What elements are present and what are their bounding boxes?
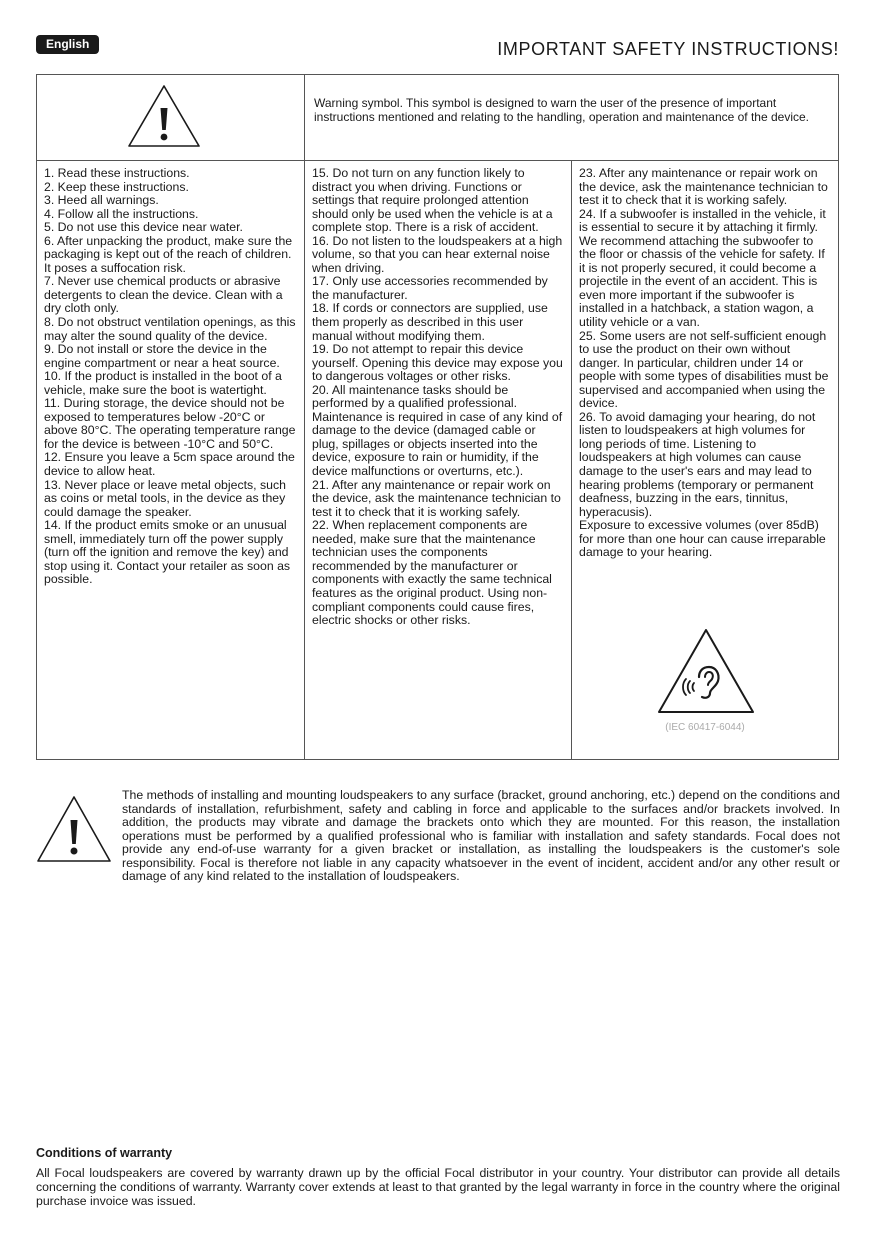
page-title: IMPORTANT SAFETY INSTRUCTIONS! — [497, 39, 839, 59]
warning-triangle-icon — [127, 84, 201, 148]
instruction-item: 4. Follow all the instructions. — [44, 206, 199, 221]
instruction-item: 22. When replacement components are needed, make sure that the maintenance technician uses the components recommended by the manufacturer or components with exactly the same technical features as the original product. Using non-compliant components could cause fires, electric shocks or other risks. — [312, 518, 552, 628]
instruction-item: 15. Do not turn on any function likely to distract you when driving. Functions or settings that require prolonged attention should only be used when the vehicle is at a complete stop. There is a risk of accident. — [312, 166, 553, 235]
instruction-item: 8. Do not obstruct ventilation openings, as this may alter the sound quality of the device. — [44, 315, 296, 343]
instruction-item: Exposure to excessive volumes (over 85dB) for more than one hour can cause irreparable damage to your hearing. — [579, 518, 826, 560]
hearing-damage-warning-icon — [656, 627, 756, 715]
instruction-item: 21. After any maintenance or repair work on the device, ask the maintenance technician to test it to check that it is working safely. — [312, 477, 561, 519]
instruction-item: 25. Some users are not self-sufficient enough to use the product on their own without danger. In particular, children under 14 or people with some types of disabilities must be supervised and accompanied when using the device. — [579, 328, 829, 411]
instruction-item: 9. Do not install or store the device in the engine compartment or near a heat source. — [44, 342, 280, 370]
warning-symbol-description: Warning symbol. This symbol is designed to warn the user of the presence of important instructions mentioned and relating to the handling, operation and maintenance of the device. — [314, 96, 809, 124]
instructions-column-3 — [572, 161, 838, 759]
warranty-text: All Focal loudspeakers are covered by warranty drawn up by the official Focal distributor in your country. Your distributor can provide all details concerning the conditions of warranty. Warranty cover extends at least to that granted by the legal warranty in force in the country where the original purchase invoice was issued. — [36, 1166, 840, 1208]
instruction-item: 6. After unpacking the product, make sure the packaging is kept out of the reach of children. It poses a suffocation risk. — [44, 233, 293, 275]
installation-notice — [36, 789, 840, 884]
instruction-item: 14. If the product emits smoke or an unusual smell, immediately turn off the power supply (turn off the ignition and remove the key) and stop using it. Contact your retailer as soon as possible. — [44, 518, 291, 587]
instruction-item: 19. Do not attempt to repair this device yourself. Opening this device may expose you to dangerous voltages or other risks. — [312, 342, 563, 384]
language-badge: English — [36, 35, 99, 54]
instruction-item: 24. If a subwoofer is installed in the vehicle, it is essential to secure it by attaching it firmly. We recommend attaching the subwoofer to the floor or chassis of the vehicle for safety. If it is not properly secured, it could become a projectile in the event of an accident. This is even more important if the subwoofer is installed in a hatchback, a station wagon, a utility vehicle or a van. — [579, 206, 826, 330]
instruction-item: 7. Never use chemical products or abrasive detergents to clean the device. Clean with a dry cloth only. — [44, 274, 283, 316]
instruction-item: 20. All maintenance tasks should be performed by a qualified professional. Maintenance is required in case of any kind of damage to the device (damaged cable or plug, spillages or objects inserted into the device, exposure to rain or humidity, if the device malfunctions or overturns, etc.). — [312, 382, 563, 479]
safety-instructions-table — [36, 74, 839, 760]
warning-symbol-row — [37, 75, 838, 161]
instruction-item: 11. During storage, the device should not be exposed to temperatures below -20°C or above 80°C. The operating temperature range for the device is between -10°C and 50°C. — [44, 396, 296, 451]
instructions-column-1 — [37, 161, 305, 759]
instruction-item: 12. Ensure you leave a 5cm space around the device to allow heat. — [44, 450, 295, 479]
iec-reference: (IEC 60417-6044) — [665, 722, 745, 733]
instruction-item: 5. Do not use this device near water. — [44, 220, 243, 235]
hearing-symbol — [656, 627, 756, 719]
instruction-item: 26. To avoid damaging your hearing, do not listen to loudspeakers at high volumes for long periods of time. Listening to loudspeakers at high volumes can cause damage to the user's ears and may lead to hearing problems (temporary or permanent deafness, buzzing in the ears, tinnitus, hyperacusis). — [579, 409, 816, 519]
instruction-item: 17. Only use accessories recommended by the manufacturer. — [312, 274, 548, 302]
instruction-item: 18. If cords or connectors are supplied, use them properly as described in this user manual without modifying them. — [312, 301, 548, 343]
instruction-item: 16. Do not listen to the loudspeakers at a high volume, so that you can hear external noise when driving. — [312, 233, 563, 275]
instruction-item: 2. Keep these instructions. — [44, 179, 189, 194]
warning-triangle-icon — [36, 795, 116, 877]
instruction-item: 13. Never place or leave metal objects, such as coins or metal tools, in the device as they could damage the speaker. — [44, 477, 286, 519]
instructions-column-2 — [305, 161, 572, 759]
instruction-item: 3. Heed all warnings. — [44, 193, 159, 208]
warning-symbol-cell — [37, 75, 305, 160]
instruction-item: 23. After any maintenance or repair work on the device, ask the maintenance technician to test it to check that it is working safely. — [579, 166, 828, 208]
instruction-item: 10. If the product is installed in the boot of a vehicle, make sure the boot is watertight. — [44, 369, 282, 397]
warranty-title: Conditions of warranty — [36, 1146, 173, 1160]
instruction-item: 1. Read these instructions. — [44, 166, 190, 180]
installation-notice-text: The methods of installing and mounting loudspeakers to any surface (bracket, ground anchoring, etc.) depend on the conditions and standards of installation, refurbishment, safety and cabling in force and applicable to the surfaces and/or brackets involved. In addition, the products may vibrate and damage the brackets onto which they are mounted. For this reason, the installation operations must be performed by a qualified professional who is familiar with installation and safety standards. Focal does not provide any end-of-use warranty for a given bracket or installation, as installing the loudspeakers is the customer's sole responsibility. Focal is therefore not liable in any capacity whatsoever in the event of incident, accident and/or any other result or damage of any kind related to the installation of loudspeakers. — [122, 788, 840, 884]
